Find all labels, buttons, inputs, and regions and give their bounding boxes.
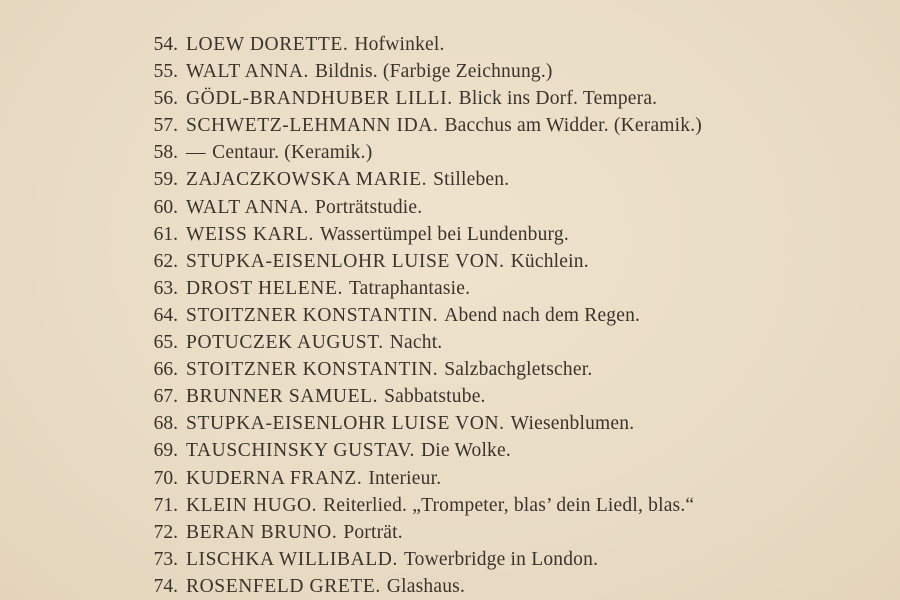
- catalogue-entry: [140, 31, 702, 58]
- artist-name: KUDERNA FRANZ.: [186, 467, 363, 489]
- entry-number: 71.: [153, 494, 178, 516]
- artist-name: STUPKA-EISENLOHR LUISE VON.: [186, 413, 505, 435]
- artwork-title: Hofwinkel.: [354, 34, 445, 55]
- artist-name: —: [186, 142, 207, 164]
- artist-name: GÖDL-BRANDHUBER LILLI.: [186, 88, 453, 110]
- artist-name: STOITZNER KONSTANTIN.: [186, 359, 439, 381]
- artwork-title: Stilleben.: [433, 169, 510, 191]
- artist-name: WALT ANNA.: [186, 196, 310, 218]
- artwork-title: Tatraphantasie.: [348, 277, 471, 299]
- entry-number: 68.: [153, 413, 178, 435]
- artist-name: KLEIN HUGO.: [186, 494, 318, 516]
- artist-name: ZAJACZKOWSKA MARIE.: [186, 169, 428, 191]
- entry-number: 65.: [153, 332, 178, 354]
- artwork-title: Wassertümpel bei Lundenburg.: [319, 223, 569, 245]
- entry-number: 72.: [153, 521, 178, 543]
- artwork-title: Nacht.: [389, 332, 443, 354]
- catalogue-entry: [140, 573, 702, 600]
- artist-name: LISCHKA WILLIBALD.: [186, 548, 398, 570]
- artist-name: STUPKA-EISENLOHR LUISE VON.: [186, 250, 505, 272]
- artist-name: SCHWETZ-LEHMANN IDA.: [186, 115, 439, 137]
- artwork-title: Die Wolke.: [420, 440, 511, 462]
- artwork-title: Towerbridge in London.: [403, 548, 599, 570]
- artist-name: TAUSCHINSKY GUSTAV.: [186, 440, 415, 462]
- catalogue-entry: [140, 248, 702, 275]
- catalogue-entry: [140, 356, 702, 383]
- entry-number: 64.: [153, 304, 178, 326]
- catalogue-entry: [140, 166, 702, 193]
- artist-name: DROST HELENE.: [186, 277, 343, 299]
- catalogue-entry: [140, 519, 702, 546]
- artwork-title: Wiesenblumen.: [510, 413, 635, 435]
- entry-number: 62.: [153, 250, 178, 272]
- artwork-title: Bildnis. (Farbige Zeichnung.): [315, 61, 553, 83]
- entry-number: 67.: [153, 386, 178, 408]
- artist-name: BERAN BRUNO.: [186, 521, 338, 543]
- entry-number: 54.: [153, 34, 178, 55]
- entry-number: 59.: [153, 169, 178, 191]
- artwork-title: Küchlein.: [510, 250, 589, 272]
- artist-name: BRUNNER SAMUEL.: [186, 386, 379, 408]
- catalogue-entry: [140, 410, 702, 437]
- artist-name: ROSENFELD GRETE.: [186, 575, 381, 597]
- artwork-title: Blick ins Dorf. Tempera.: [458, 88, 658, 110]
- entry-number: 58.: [153, 142, 178, 164]
- catalogue-entry: [140, 492, 702, 519]
- artwork-title: Centaur. (Keramik.): [212, 142, 373, 164]
- catalogue-entry: [140, 383, 702, 410]
- artist-name: LOEW DORETTE.: [186, 34, 349, 55]
- entry-number: 74.: [153, 575, 178, 597]
- artist-name: STOITZNER KONSTANTIN.: [186, 304, 439, 326]
- entry-number: 70.: [153, 467, 178, 489]
- artwork-title: Bacchus am Widder. (Keramik.): [444, 115, 702, 137]
- entry-number: 66.: [153, 359, 178, 381]
- catalogue-entry: [140, 329, 702, 356]
- entry-number: 57.: [153, 115, 178, 137]
- artwork-title: Reiterlied. „Trompeter, blas’ dein Liedl, blas.“: [323, 494, 695, 516]
- artwork-title: Porträtstudie.: [315, 196, 423, 218]
- catalogue-entry: [140, 194, 702, 221]
- artwork-title: Sabbatstube.: [384, 386, 486, 408]
- catalogue-entry: [140, 437, 702, 464]
- catalogue-entry: [140, 302, 702, 329]
- entry-number: 69.: [153, 440, 178, 462]
- entry-number: 60.: [153, 196, 178, 218]
- catalogue-entry: [140, 85, 702, 112]
- artwork-title: Salzbachgletscher.: [444, 359, 593, 381]
- artist-name: POTUCZEK AUGUST.: [186, 332, 384, 354]
- artist-name: WEISS KARL.: [186, 223, 314, 245]
- entry-number: 55.: [153, 61, 178, 83]
- catalogue-entry: [140, 465, 702, 492]
- entry-number: 61.: [153, 223, 178, 245]
- artwork-title: Abend nach dem Regen.: [444, 304, 641, 326]
- catalogue-entry: [140, 546, 702, 573]
- artwork-title: Glashaus.: [386, 575, 466, 597]
- catalogue-entry: [140, 139, 702, 166]
- catalogue-entry: [140, 58, 702, 85]
- artwork-title: Porträt.: [343, 521, 403, 543]
- catalogue-entry: [140, 221, 702, 248]
- catalogue-entry: [140, 275, 702, 302]
- artwork-title: Interieur.: [368, 467, 442, 489]
- entry-number: 56.: [153, 88, 178, 110]
- entry-number: 73.: [153, 548, 178, 570]
- entry-number: 63.: [153, 277, 178, 299]
- catalogue-entry: [140, 112, 702, 139]
- artist-name: WALT ANNA.: [186, 61, 310, 83]
- catalogue-list: [140, 31, 702, 600]
